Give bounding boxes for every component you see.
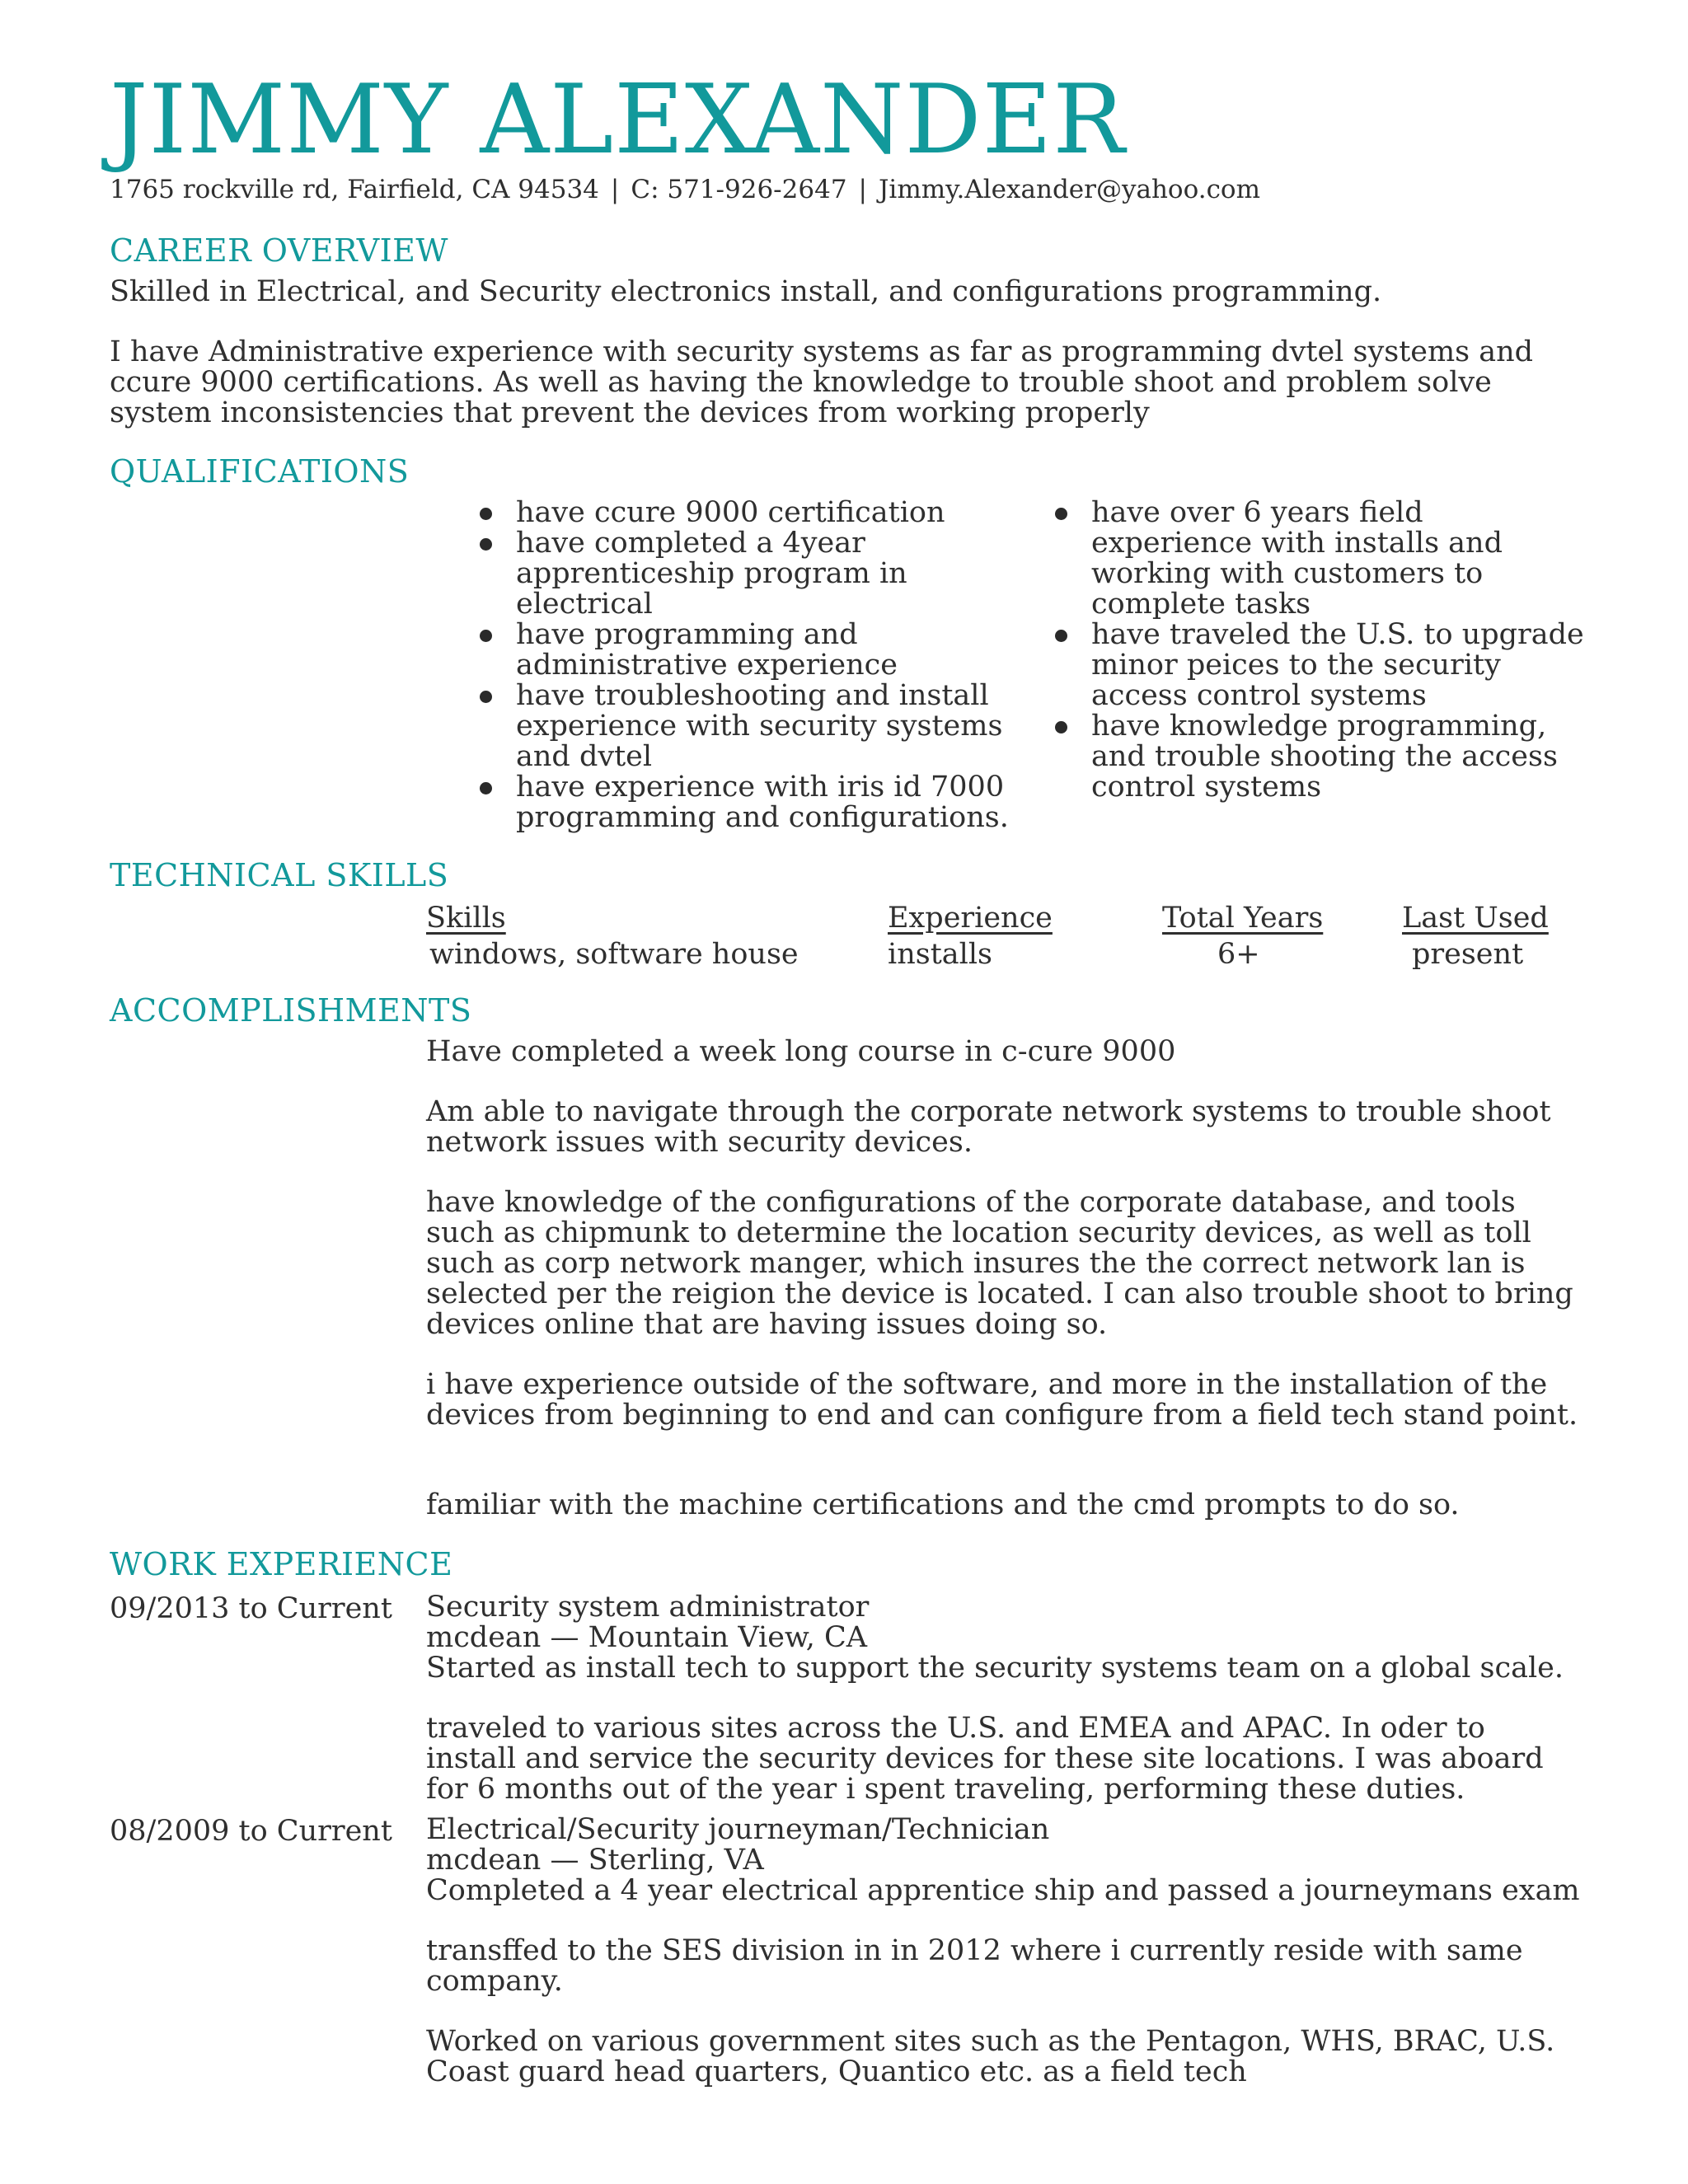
table-cell: windows, software house <box>429 938 799 971</box>
accomplishment-paragraph: familiar with the machine certifications and the cmd prompts to do so. <box>426 1488 1460 1521</box>
bullet-icon <box>1055 508 1067 520</box>
list-item: have over 6 years field experience with installs and working with customers to complete tasks <box>1047 498 1591 620</box>
list-item: have troubleshooting and install experience with security systems and dvtel <box>471 681 1032 772</box>
bullet-icon <box>480 691 492 703</box>
accomplishments-heading: ACCOMPLISHMENTS <box>110 992 472 1029</box>
separator: | <box>610 175 620 204</box>
career-overview-section <box>110 277 1577 429</box>
job-paragraph: Completed a 4 year electrical apprentice ship and passed a journeymans exam <box>426 1874 1580 1907</box>
overview-paragraph: I have Administrative experience with security systems as far as programming dvtel systems and ccure 9000 certifications. As well as having the knowledge to trouble shoot and problem solve system inconsistencies that prevent the devices from working properly <box>110 335 1534 429</box>
job-title: Electrical/Security journeyman/Technician <box>426 1813 1050 1846</box>
qualifications-heading: QUALIFICATIONS <box>110 453 410 490</box>
bullet-icon <box>480 508 492 520</box>
column-header-experience: Experience <box>888 902 1053 935</box>
contact-line <box>110 175 1260 204</box>
table-cell: present <box>1412 938 1524 971</box>
job-paragraph: Started as install tech to support the security systems team on a global scale. <box>426 1652 1564 1685</box>
bullet-icon <box>480 782 492 794</box>
job-entry <box>426 1815 1580 2088</box>
accomplishments-section <box>426 1037 1580 1521</box>
accomplishment-paragraph: Am able to navigate through the corporate network systems to trouble shoot network issues with security devices. <box>426 1095 1551 1159</box>
job-title: Security system administrator <box>426 1591 870 1624</box>
column-header-total-years: Total Years <box>1162 902 1324 935</box>
job-paragraph: Worked on various government sites such as the Pentagon, WHS, BRAC, U.S. Coast guard head quarters, Quantico etc. as a field tech <box>426 2025 1555 2088</box>
job-company: mcdean — Mountain View, CA <box>426 1621 868 1654</box>
list-item: have programming and administrative experience <box>471 620 1032 681</box>
technical-skills-heading: TECHNICAL SKILLS <box>110 857 449 893</box>
address: 1765 rockville rd, Fairfield, CA 94534 <box>110 175 599 204</box>
list-item: have ccure 9000 certification <box>471 498 1032 528</box>
column-header-skills: Skills <box>426 902 506 935</box>
table-cell: 6+ <box>1217 938 1260 971</box>
job-paragraph: traveled to various sites across the U.S. and EMEA and APAC. In oder to install and service the security devices for these site locations. I was aboard for 6 months out of the year i spent traveling, performing these duties. <box>426 1712 1544 1806</box>
separator: | <box>858 175 867 204</box>
list-item: have traveled the U.S. to upgrade minor peices to the security access control systems <box>1047 620 1591 711</box>
accomplishment-paragraph: i have experience outside of the software, and more in the installation of the devices from beginning to end and can configure from a field tech stand point. <box>426 1368 1578 1432</box>
candidate-name: JIMMY ALEXANDER <box>110 64 1126 176</box>
overview-paragraph: Skilled in Electrical, and Security electronics install, and configurations programming. <box>110 275 1382 308</box>
job-dates: 09/2013 to Current <box>110 1592 392 1625</box>
phone: C: 571-926-2647 <box>631 175 847 204</box>
bullet-icon <box>1055 721 1067 733</box>
qualifications-list-right <box>1047 498 1591 803</box>
bullet-icon <box>480 538 492 551</box>
job-paragraph: transffed to the SES division in in 2012 where i currently reside with same company. <box>426 1934 1523 1998</box>
table-cell: installs <box>888 938 992 971</box>
job-company: mcdean — Sterling, VA <box>426 1844 764 1877</box>
work-experience-heading: WORK EXPERIENCE <box>110 1546 453 1582</box>
job-entry <box>426 1592 1580 1805</box>
bullet-icon <box>1055 630 1067 642</box>
list-item: have completed a 4year apprenticeship program in electrical <box>471 528 1032 620</box>
email: Jimmy.Alexander@yahoo.com <box>879 175 1260 204</box>
bullet-icon <box>480 630 492 642</box>
list-item: have experience with iris id 7000 programming and configurations. <box>471 772 1032 833</box>
column-header-last-used: Last Used <box>1402 902 1549 935</box>
accomplishment-paragraph: Have completed a week long course in c-cure 9000 <box>426 1035 1176 1068</box>
accomplishment-paragraph: have knowledge of the configurations of the corporate database, and tools such as chipmunk to determine the location security devices, as well as toll such as corp network manger, which insures the the correct network lan is selected per the reigion the device is located. I can also trouble shoot to bring devices online that are having issues doing so. <box>426 1186 1573 1341</box>
list-item: have knowledge programming, and trouble shooting the access control systems <box>1047 711 1591 803</box>
job-dates: 08/2009 to Current <box>110 1815 392 1848</box>
career-overview-heading: CAREER OVERVIEW <box>110 232 448 269</box>
qualifications-list-left <box>471 498 1032 833</box>
